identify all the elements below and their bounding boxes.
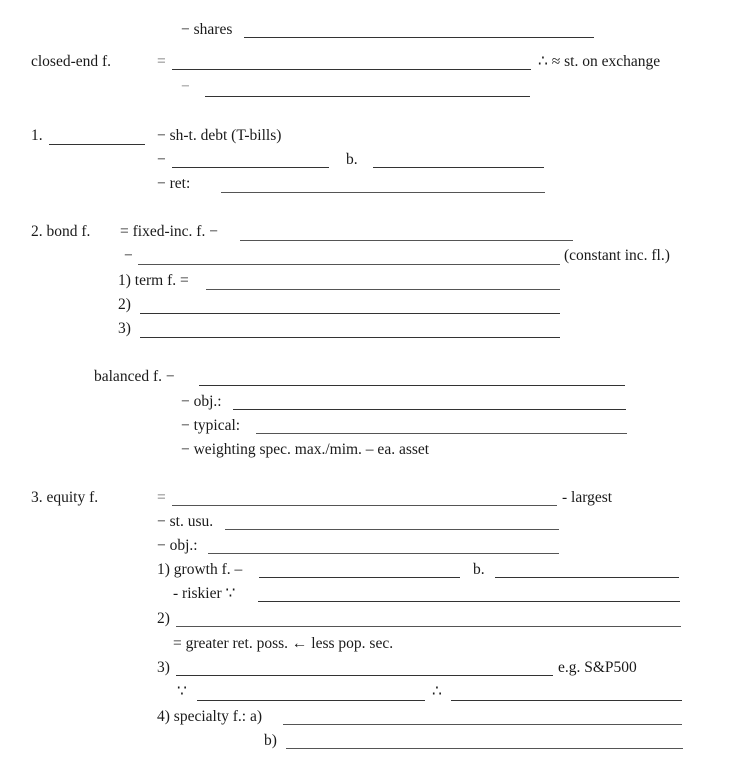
shares-label: − shares	[181, 21, 233, 38]
item3-obj: − obj.:	[157, 537, 198, 554]
blank-term-fund[interactable]	[206, 289, 560, 290]
blank-growth-a[interactable]	[259, 577, 460, 578]
item1-sub2-b: b.	[346, 151, 358, 168]
blank-therefore[interactable]	[451, 700, 682, 701]
balanced-weighting: − weighting spec. max./mim. – ea. asset	[181, 441, 430, 458]
blank-item3-sub2[interactable]	[176, 626, 681, 627]
closed-end-suffix: ∴ ≈ st. on exchange	[538, 53, 661, 70]
blank-balanced-obj[interactable]	[233, 409, 626, 410]
blank-item1-ret[interactable]	[221, 192, 545, 193]
item1-number: 1.	[31, 127, 43, 144]
blank-item2-2[interactable]	[138, 264, 560, 265]
because-symbol: ∵	[177, 683, 187, 700]
blank-riskier[interactable]	[258, 601, 680, 602]
blank-st-usu[interactable]	[225, 529, 559, 530]
blank-closed-end-def[interactable]	[172, 69, 531, 70]
item3-growth-b: b.	[473, 561, 485, 578]
blank-growth-b[interactable]	[495, 577, 679, 578]
blank-shares[interactable]	[244, 37, 594, 38]
item1-sub3: − ret:	[157, 175, 191, 192]
blank-closed-end-2[interactable]	[205, 96, 530, 97]
item3-st-usu: − st. usu.	[157, 513, 214, 530]
blank-specialty-a[interactable]	[283, 724, 682, 725]
item3-greater: = greater ret. poss. ← less pop. sec.	[173, 635, 394, 652]
item2-sub3: 3)	[118, 320, 131, 337]
blank-item1-b[interactable]	[373, 167, 544, 168]
item3-sub2: 2)	[157, 610, 170, 627]
balanced-obj: − obj.:	[181, 393, 222, 410]
blank-item2-1[interactable]	[240, 240, 573, 241]
dash: −	[181, 78, 190, 95]
blank-item2-sub2[interactable]	[140, 313, 560, 314]
equals-sign: =	[157, 53, 166, 70]
therefore-symbol: ∴	[432, 683, 442, 700]
blank-item2-sub3[interactable]	[140, 337, 560, 338]
item2-line2-suffix: (constant inc. fl.)	[564, 247, 670, 264]
item3-largest: - largest	[562, 489, 613, 506]
item3-sub3: 3)	[157, 659, 170, 676]
balanced-title: balanced f. −	[94, 368, 175, 385]
item3-growth: 1) growth f. –	[157, 561, 243, 578]
item1-sub1: − sh-t. debt (T-bills)	[157, 127, 282, 144]
item2-line2-dash: −	[124, 247, 133, 264]
balanced-typical: − typical:	[181, 417, 241, 434]
item1-sub2-dash: −	[157, 151, 166, 168]
blank-item1-title[interactable]	[49, 144, 145, 145]
blank-equity-obj[interactable]	[208, 553, 559, 554]
item3-riskier: - riskier ∵	[173, 585, 236, 602]
item2-sub2: 2)	[118, 296, 131, 313]
item3-title: 3. equity f.	[31, 489, 99, 506]
blank-equity-def[interactable]	[172, 505, 557, 506]
item2-line1: = fixed-inc. f. −	[120, 223, 218, 240]
blank-item3-sub3[interactable]	[176, 675, 553, 676]
item3-eg: e.g. S&P500	[558, 659, 637, 676]
closed-end-title: closed-end f.	[31, 53, 112, 70]
blank-item1-a[interactable]	[172, 167, 329, 168]
blank-specialty-b[interactable]	[286, 748, 683, 749]
item3-specialty-a: 4) specialty f.: a)	[157, 708, 263, 725]
blank-balanced-typical[interactable]	[256, 433, 627, 434]
blank-balanced[interactable]	[199, 385, 625, 386]
item2-sub1: 1) term f. =	[118, 272, 189, 289]
item3-specialty-b: b)	[264, 732, 277, 749]
item2-title: 2. bond f.	[31, 223, 91, 240]
item3-eq: =	[157, 489, 166, 506]
blank-because[interactable]	[197, 700, 425, 701]
